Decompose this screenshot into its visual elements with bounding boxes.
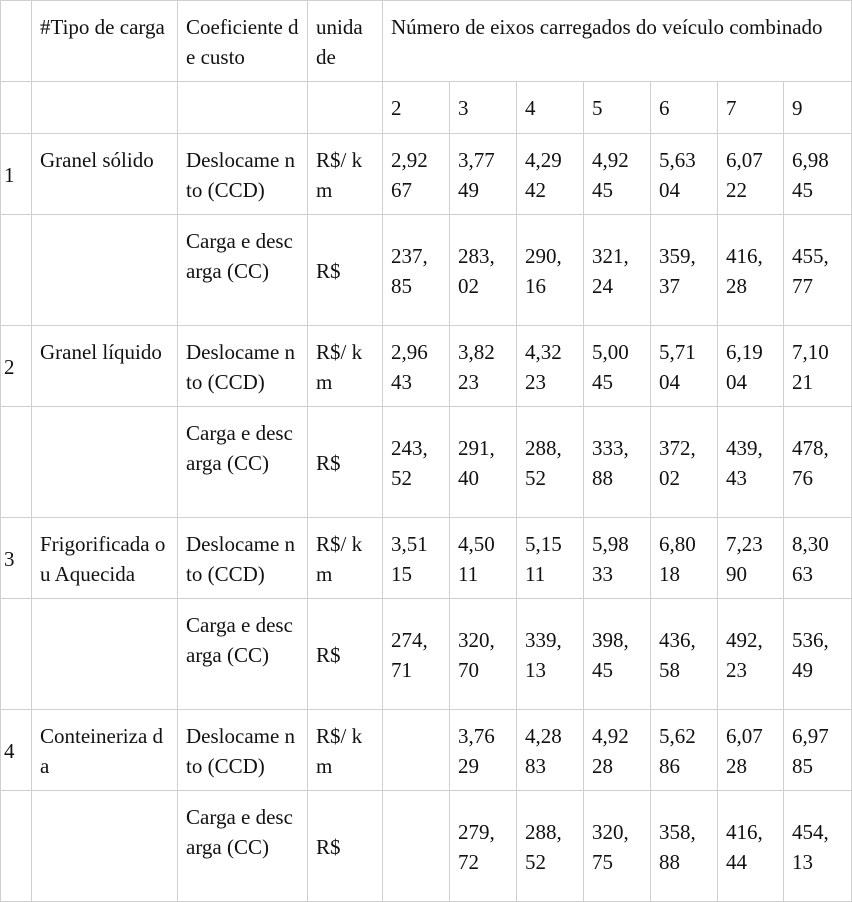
unit-cell: R$/ km	[308, 710, 383, 791]
table-row	[1, 710, 852, 791]
eixo-count-cell: 5	[584, 82, 651, 134]
row-number-cell: 2	[1, 326, 32, 407]
cargo-type-cell: Granel sólido	[32, 134, 178, 215]
header-row	[1, 1, 852, 82]
value-cell: 4,50 11	[450, 518, 517, 599]
value-cell: 536, 49	[784, 599, 852, 710]
value-cell: 3,51 15	[383, 518, 450, 599]
unit-cell: R$	[308, 407, 383, 518]
value-cell: 4,32 23	[517, 326, 584, 407]
table-row	[1, 791, 852, 902]
value-cell: 279, 72	[450, 791, 517, 902]
unit-cell: R$	[308, 791, 383, 902]
eixos-row	[1, 82, 852, 134]
value-cell: 4,92 28	[584, 710, 651, 791]
value-cell: 436, 58	[651, 599, 718, 710]
value-cell: 288, 52	[517, 407, 584, 518]
table-row	[1, 407, 852, 518]
row-number-cell	[1, 791, 32, 902]
value-cell: 2,96 43	[383, 326, 450, 407]
value-cell: 7,23 90	[718, 518, 784, 599]
eixos-empty-cell	[32, 82, 178, 134]
value-cell: 416, 44	[718, 791, 784, 902]
cost-coefficient-cell: Deslocame nto (CCD)	[178, 134, 308, 215]
value-cell: 283, 02	[450, 215, 517, 326]
value-cell: 4,29 42	[517, 134, 584, 215]
table-row	[1, 326, 852, 407]
value-cell: 5,63 04	[651, 134, 718, 215]
header-tipo-cell: #Tipo de carga	[32, 1, 178, 82]
value-cell: 333, 88	[584, 407, 651, 518]
cargo-type-cell: Conteineriza da	[32, 710, 178, 791]
value-cell: 3,76 29	[450, 710, 517, 791]
row-number-cell	[1, 215, 32, 326]
value-cell: 339, 13	[517, 599, 584, 710]
table-row	[1, 134, 852, 215]
value-cell: 455, 77	[784, 215, 852, 326]
value-cell: 8,30 63	[784, 518, 852, 599]
cost-coefficient-cell: Deslocame nto (CCD)	[178, 710, 308, 791]
header-coef-cell: Coeficiente de custo	[178, 1, 308, 82]
value-cell: 492, 23	[718, 599, 784, 710]
cargo-type-cell: Frigorificada ou Aquecida	[32, 518, 178, 599]
value-cell: 358, 88	[651, 791, 718, 902]
value-cell: 2,92 67	[383, 134, 450, 215]
unit-cell: R$/ km	[308, 518, 383, 599]
value-cell: 320, 70	[450, 599, 517, 710]
value-cell: 7,10 21	[784, 326, 852, 407]
value-cell: 4,28 83	[517, 710, 584, 791]
table-row	[1, 518, 852, 599]
cargo-type-cell	[32, 791, 178, 902]
cost-coefficient-cell: Carga e descarga (CC)	[178, 215, 308, 326]
cargo-type-cell	[32, 215, 178, 326]
value-cell	[383, 710, 450, 791]
value-cell: 3,82 23	[450, 326, 517, 407]
cargo-type-cell: Granel líquido	[32, 326, 178, 407]
eixo-count-cell: 7	[718, 82, 784, 134]
table-row	[1, 599, 852, 710]
value-cell: 6,98 45	[784, 134, 852, 215]
value-cell: 416, 28	[718, 215, 784, 326]
value-cell: 439, 43	[718, 407, 784, 518]
value-cell: 290, 16	[517, 215, 584, 326]
value-cell: 478, 76	[784, 407, 852, 518]
cargo-type-cell	[32, 407, 178, 518]
header-num-cell	[1, 1, 32, 82]
header-eixos-title: Número de eixos carregados do veículo combinado	[383, 1, 852, 82]
cost-coefficient-cell: Deslocame nto (CCD)	[178, 326, 308, 407]
value-cell: 359, 37	[651, 215, 718, 326]
eixos-empty-cell	[308, 82, 383, 134]
value-cell: 454, 13	[784, 791, 852, 902]
value-cell: 237, 85	[383, 215, 450, 326]
cargo-type-cell	[32, 599, 178, 710]
value-cell: 274, 71	[383, 599, 450, 710]
eixo-count-cell: 2	[383, 82, 450, 134]
value-cell: 288, 52	[517, 791, 584, 902]
value-cell: 4,92 45	[584, 134, 651, 215]
value-cell: 398, 45	[584, 599, 651, 710]
row-number-cell	[1, 599, 32, 710]
eixos-empty-cell	[178, 82, 308, 134]
unit-cell: R$/ km	[308, 134, 383, 215]
value-cell: 6,97 85	[784, 710, 852, 791]
row-number-cell	[1, 407, 32, 518]
eixo-count-cell: 6	[651, 82, 718, 134]
cost-coefficient-cell: Deslocame nto (CCD)	[178, 518, 308, 599]
row-number-cell: 3	[1, 518, 32, 599]
value-cell: 3,77 49	[450, 134, 517, 215]
eixo-count-cell: 4	[517, 82, 584, 134]
value-cell: 372, 02	[651, 407, 718, 518]
value-cell: 320, 75	[584, 791, 651, 902]
value-cell: 5,98 33	[584, 518, 651, 599]
value-cell: 5,71 04	[651, 326, 718, 407]
cost-coefficient-cell: Carga e descarga (CC)	[178, 791, 308, 902]
eixos-empty-cell	[1, 82, 32, 134]
value-cell: 291, 40	[450, 407, 517, 518]
row-number-cell: 4	[1, 710, 32, 791]
unit-cell: R$	[308, 215, 383, 326]
row-number-cell: 1	[1, 134, 32, 215]
eixo-count-cell: 9	[784, 82, 852, 134]
value-cell: 321, 24	[584, 215, 651, 326]
cost-coefficient-cell: Carga e descarga (CC)	[178, 599, 308, 710]
cost-coefficient-cell: Carga e descarga (CC)	[178, 407, 308, 518]
header-unidade-cell: unida de	[308, 1, 383, 82]
value-cell	[383, 791, 450, 902]
unit-cell: R$	[308, 599, 383, 710]
value-cell: 6,07 28	[718, 710, 784, 791]
value-cell: 5,62 86	[651, 710, 718, 791]
value-cell: 6,07 22	[718, 134, 784, 215]
value-cell: 5,15 11	[517, 518, 584, 599]
eixo-count-cell: 3	[450, 82, 517, 134]
table-row	[1, 215, 852, 326]
value-cell: 5,00 45	[584, 326, 651, 407]
value-cell: 6,19 04	[718, 326, 784, 407]
value-cell: 243, 52	[383, 407, 450, 518]
unit-cell: R$/ km	[308, 326, 383, 407]
value-cell: 6,80 18	[651, 518, 718, 599]
